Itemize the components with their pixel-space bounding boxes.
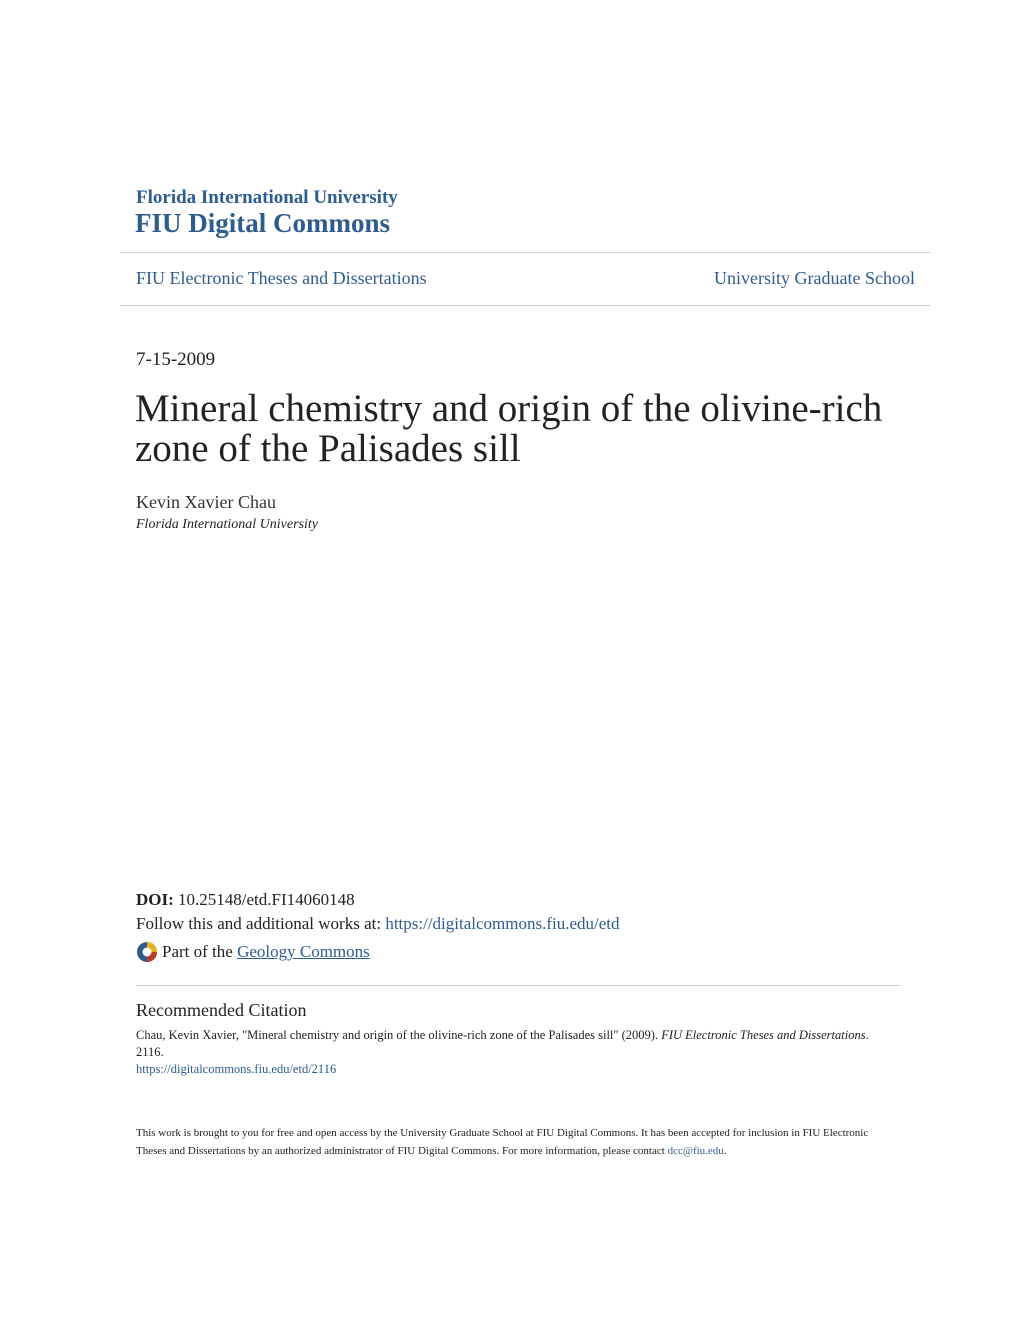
follow-line — [136, 914, 620, 934]
author-name: Kevin Xavier Chau — [136, 492, 276, 512]
footer-notice — [136, 1124, 896, 1160]
divider — [120, 252, 930, 253]
footer-text: This work is brought to you for free and open access by the University Graduate School at FIU Digital Commons. It has been accepted for inclusion in FIU Electronic Theses and Dissertations by an authorized administrator of FIU Digital Commons. For more information, please contact — [136, 1127, 869, 1157]
citation-series: FIU Electronic Theses and Dissertations — [661, 1028, 866, 1042]
citation-text: Chau, Kevin Xavier, "Mineral chemistry and origin of the olivine-rich zone of the Palisades sill" (2009). — [136, 1028, 662, 1042]
divider — [136, 985, 900, 986]
commons-network-icon — [136, 941, 158, 963]
doi-label: DOI: — [136, 890, 174, 909]
follow-url-link[interactable]: https://digitalcommons.fiu.edu/etd — [385, 914, 620, 933]
part-of-text: Part of the — [162, 942, 233, 961]
doi-line — [136, 890, 355, 910]
footer-end: . — [723, 1145, 727, 1157]
follow-text: Follow this and additional works at: — [136, 914, 386, 933]
institution-name[interactable]: Florida International University — [136, 187, 398, 208]
repository-name[interactable]: FIU Digital Commons — [135, 208, 390, 238]
part-of-line — [136, 941, 370, 963]
geology-commons-link[interactable]: Geology Commons — [237, 942, 370, 961]
contact-email-link[interactable]: dcc@fiu.edu — [667, 1145, 724, 1157]
doi-value: 10.25148/etd.FI14060148 — [178, 890, 355, 909]
paper-title: Mineral chemistry and origin of the olivine-rich zone of the Palisades sill — [135, 387, 883, 470]
citation-body — [136, 1027, 896, 1078]
citation-url-link[interactable]: https://digitalcommons.fiu.edu/etd/2116 — [136, 1062, 337, 1076]
author-affiliation: Florida International University — [136, 517, 318, 532]
divider — [120, 305, 930, 306]
publication-date: 7-15-2009 — [136, 349, 216, 370]
citation-number: . 2116. — [136, 1028, 869, 1059]
collection-link[interactable]: FIU Electronic Theses and Dissertations — [136, 268, 427, 288]
school-link[interactable]: University Graduate School — [714, 268, 915, 288]
citation-heading: Recommended Citation — [136, 1000, 307, 1020]
